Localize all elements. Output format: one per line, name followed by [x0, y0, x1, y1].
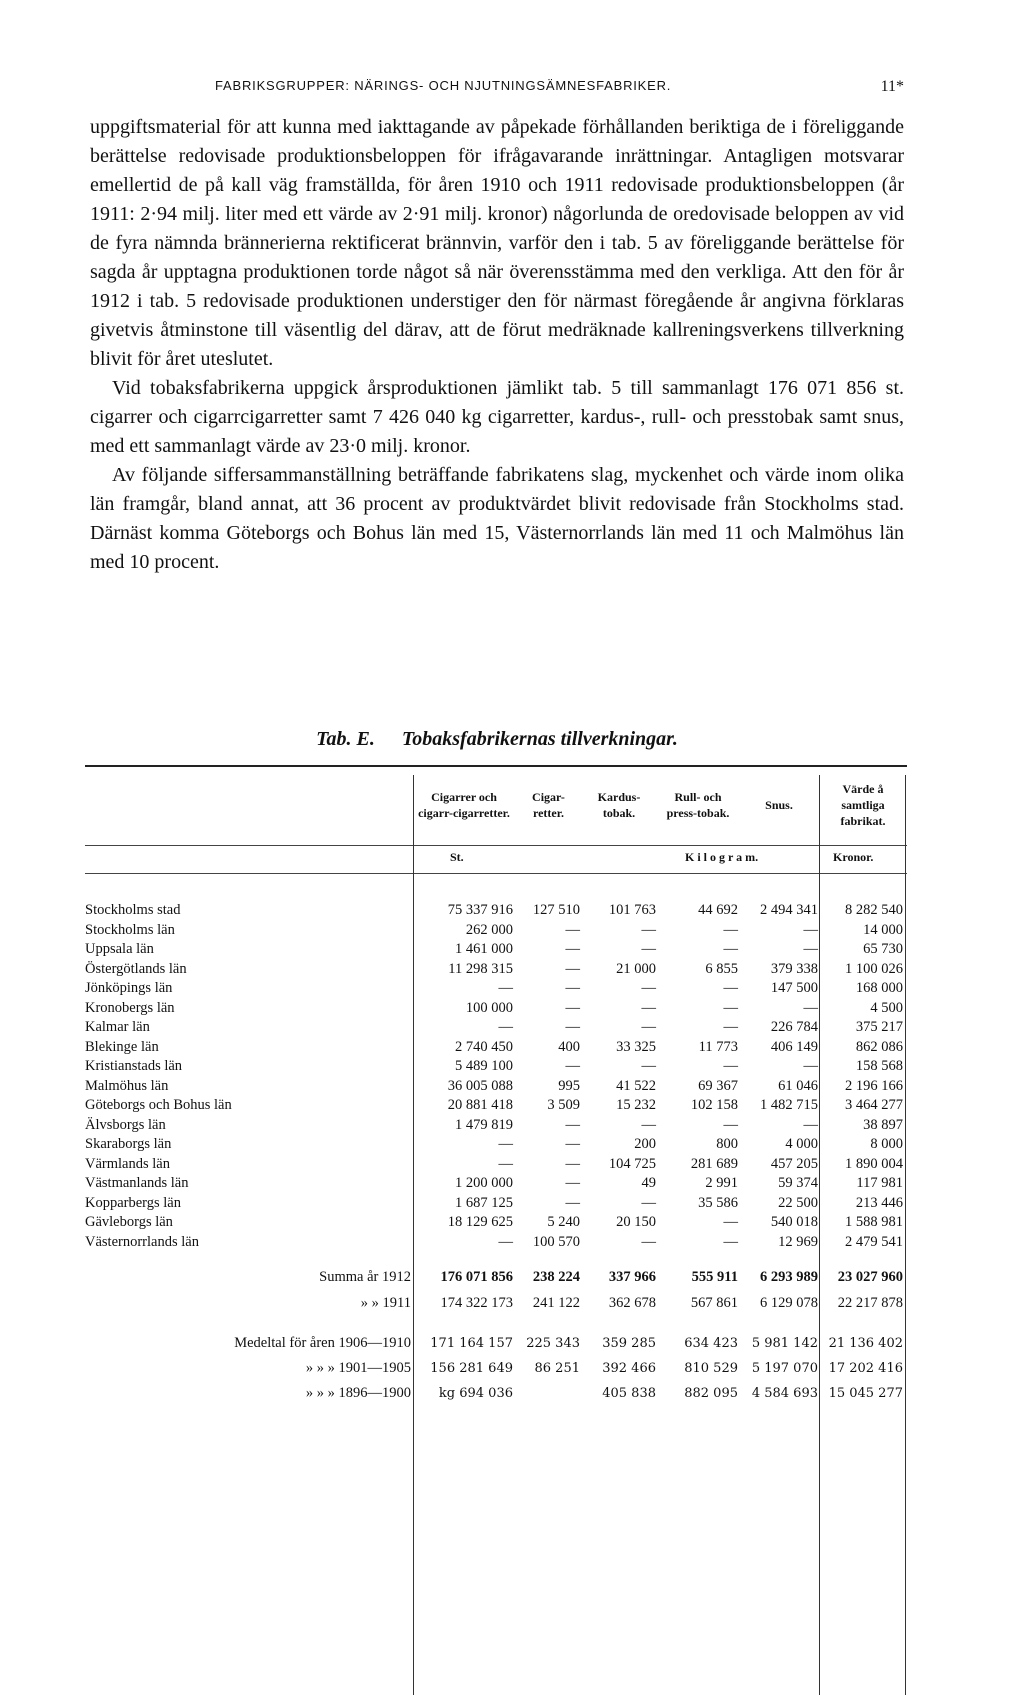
unit-rule-top	[85, 845, 907, 846]
table-cell: —	[498, 1233, 513, 1250]
table-cell: —	[565, 960, 580, 977]
table-cell: —	[641, 1194, 656, 1211]
table-cell: 457 205	[770, 1155, 818, 1172]
table-cell: —	[723, 1116, 738, 1133]
table-cell: 176 071 856	[440, 1269, 513, 1285]
row-name: Uppsala län	[85, 941, 157, 957]
table-caption	[90, 728, 904, 751]
col-header-cigarretter: Cigar-retter.	[532, 790, 565, 820]
table-cell: kg 694 036	[438, 1386, 513, 1401]
table-cell: 362 678	[608, 1295, 656, 1311]
table-cell: 995	[558, 1077, 580, 1094]
col-header-rulltobak: Rull- och press-tobak.	[666, 790, 730, 820]
table-cell: —	[641, 980, 656, 996]
table-cell: 1 479 819	[455, 1116, 513, 1133]
row-name: Östergötlands län	[85, 961, 190, 977]
table-cell: 213 446	[855, 1194, 903, 1211]
table-cell: —	[565, 980, 580, 996]
table-cell: 6 293 989	[760, 1269, 818, 1285]
row-label	[85, 1233, 410, 1252]
table-cell: 17 202 416	[828, 1361, 903, 1376]
table-cell: 168 000	[855, 980, 903, 996]
table-cell: 100 570	[532, 1233, 580, 1250]
table-cell: 35 586	[698, 1194, 738, 1211]
row-label	[85, 1018, 410, 1037]
table-cell: —	[498, 1155, 513, 1172]
table-cell: 156 281 649	[430, 1361, 513, 1376]
paragraph-3: Av följande siffersammanställning beträffande fabrikatens slag, myckenhet och värde inom olika län framgår, bland annat, att 36 procent av produktvärdet blivit redovisade från Stockholms stad. Därnäst komma Göteborgs och Bohus län med 15, Västernorrlands län med 11 och Malmöhus län med 10 procent.	[90, 464, 904, 573]
table-cell: 400	[558, 1038, 580, 1055]
row-label	[85, 921, 410, 940]
row-label	[85, 1135, 410, 1154]
table-cell: —	[803, 1116, 818, 1133]
table-cell: 5 197 070	[751, 1361, 818, 1376]
col-header-cigarrer: Cigarrer och cigarr-cigarretter.	[418, 790, 510, 820]
table-header	[85, 775, 907, 835]
row-label	[85, 1096, 410, 1115]
table-cell: 65 730	[863, 941, 903, 957]
table-cell: 33 325	[616, 1038, 656, 1055]
table-cell: 174 322 173	[440, 1295, 513, 1311]
table-cell: 225 343	[526, 1336, 580, 1351]
table-cell: 22 500	[778, 1194, 818, 1211]
table-cell: 1 100 026	[845, 960, 903, 977]
table-cell: 49	[641, 1175, 656, 1191]
table-cell: 2 196 166	[845, 1077, 903, 1094]
table-cell: 2 479 541	[845, 1233, 903, 1250]
table-cell: 1 890 004	[845, 1155, 903, 1172]
table-cell: 6 129 078	[760, 1295, 818, 1311]
row-name: Malmöhus län	[85, 1078, 171, 1094]
table-row	[85, 1359, 907, 1378]
paragraph-1: uppgiftsmaterial för att kunna med iakttagande av påpekade förhållanden beriktiga de i föreliggande berättelse redovisade produktionsbeloppen för ifrågavarande inrättningar. Antagligen motsvarar emellertid de på kall väg framställda, för åren 1910 och 1911 redovisade produktionsbeloppen (år 1911: 2·94 milj. liter med ett värde av 2·91 milj. kronor) någorlunda de oredovisade beloppen av vid de fyra nämnda brännerierna rektificerat brännvin, varför den i tab. 5 av föreliggande berättelse för sagda år upptagna produktionen torde något så när överensstämma med den verkliga. Att den för år 1912 i tab. 5 redovisade produktionen understiger den för närmast föregående år angivna förklaras givetvis åtminstone till väsentlig del därav, att de förut medräknade kallreningsverkens tillverkning blivit för året uteslutet.	[90, 116, 904, 370]
unit-rule-bottom	[85, 873, 907, 874]
table-cell: 61 046	[778, 1077, 818, 1094]
running-header	[90, 78, 910, 100]
row-name: Stockholms län	[85, 922, 178, 938]
table-cell: 555 911	[691, 1269, 738, 1285]
table-cell: 3 464 277	[845, 1097, 903, 1113]
table-row	[85, 1096, 907, 1115]
table-cell: —	[723, 921, 738, 938]
table-cell: 117 981	[856, 1175, 903, 1191]
table-row	[85, 1268, 907, 1287]
table-row	[85, 1077, 907, 1096]
table-cell: 75 337 916	[447, 902, 513, 918]
row-label	[85, 1213, 410, 1232]
table-cell: 3 509	[547, 1097, 580, 1113]
table-row	[85, 1155, 907, 1174]
row-name: Gävleborgs län	[85, 1214, 176, 1230]
table-cell: 4 500	[870, 999, 903, 1016]
row-name: Blekinge län	[85, 1039, 162, 1055]
table-number: Tab. E.	[316, 728, 375, 750]
row-label	[85, 1057, 410, 1076]
row-name: Kopparbergs län	[85, 1195, 184, 1211]
row-label	[85, 1174, 410, 1193]
table-row	[85, 979, 907, 998]
table-cell: —	[641, 921, 656, 938]
row-name: Västernorrlands län	[85, 1234, 202, 1250]
col-header-varde: Värde å samtliga fabrikat.	[840, 782, 886, 828]
table-cell: —	[565, 1116, 580, 1133]
table-cell: —	[803, 1058, 818, 1074]
table-cell: —	[565, 1175, 580, 1191]
table-cell: —	[803, 999, 818, 1016]
table-cell: 36 005 088	[447, 1077, 513, 1094]
table-cell: —	[723, 980, 738, 996]
table-row	[85, 1194, 907, 1213]
row-name: Skaraborgs län	[85, 1136, 174, 1152]
row-name: Värmlands län	[85, 1156, 173, 1172]
row-label	[85, 979, 410, 998]
row-label	[85, 940, 410, 959]
table-cell: —	[723, 1233, 738, 1250]
row-label: » » » 1896—1900	[305, 1385, 411, 1401]
table-cell: 1 461 000	[455, 941, 513, 957]
table-cell: 5 240	[547, 1214, 580, 1230]
table-cell: 15 232	[616, 1097, 656, 1113]
unit-kg: K i l o g r a m.	[685, 850, 759, 864]
table-row	[85, 999, 907, 1018]
table-cell: 405 838	[602, 1386, 656, 1401]
table-cell: 8 282 540	[845, 902, 903, 918]
table-cell: 2 494 341	[760, 902, 818, 918]
table-cell: 101 763	[608, 902, 656, 918]
table-cell: 20 881 418	[447, 1097, 513, 1113]
table-cell: 262 000	[465, 921, 513, 938]
table-cell: —	[565, 1019, 580, 1035]
row-name: Stockholms stad	[85, 902, 183, 918]
page-number: 11*	[880, 78, 904, 95]
table-cell: 281 689	[690, 1155, 738, 1172]
table-cell: —	[723, 999, 738, 1016]
table-cell: 8 000	[870, 1136, 903, 1152]
table-row	[85, 940, 907, 959]
table-cell: 22 217 878	[837, 1295, 903, 1311]
row-name: Kronobergs län	[85, 1000, 178, 1016]
unit-row	[85, 850, 907, 868]
table-cell: —	[498, 1019, 513, 1035]
table-cell: 540 018	[770, 1214, 818, 1230]
table-cell: 4 584 693	[751, 1386, 818, 1401]
table-row	[85, 960, 907, 979]
table-cell: 375 217	[855, 1019, 903, 1035]
table-cell: —	[723, 1019, 738, 1035]
table-cell: —	[565, 1194, 580, 1211]
table-cell: —	[565, 1136, 580, 1152]
row-label	[85, 1116, 410, 1135]
table-cell: 2 740 450	[455, 1038, 513, 1055]
table-cell: 1 588 981	[845, 1214, 903, 1230]
table-cell: —	[803, 941, 818, 957]
table-cell: 862 086	[855, 1038, 903, 1055]
table-cell: 634 423	[684, 1336, 738, 1351]
row-label	[85, 1194, 410, 1213]
table-cell: 379 338	[770, 960, 818, 977]
table-cell: —	[641, 1058, 656, 1074]
table-cell: 337 966	[608, 1269, 656, 1285]
table-cell: —	[723, 1214, 738, 1230]
table-cell: —	[565, 999, 580, 1016]
table-cell: 392 466	[602, 1361, 656, 1376]
table-cell: 1 200 000	[455, 1175, 513, 1191]
table-cell: 810 529	[684, 1361, 738, 1376]
table-cell: —	[565, 941, 580, 957]
table-row	[85, 1116, 907, 1135]
table-cell: —	[641, 941, 656, 957]
table-row	[85, 921, 907, 940]
table-cell: 11 773	[698, 1038, 738, 1055]
table-cell: —	[641, 1116, 656, 1133]
unit-st: St.	[450, 850, 464, 864]
table-cell: —	[565, 1155, 580, 1172]
table-cell: 38 897	[863, 1116, 903, 1133]
table-cell: —	[723, 941, 738, 957]
table-cell: 406 149	[770, 1038, 818, 1055]
col-header-kardustobak: Kardus-tobak.	[597, 790, 641, 820]
table-cell: 44 692	[698, 902, 738, 918]
body-text	[90, 113, 904, 577]
table-cell: 238 224	[532, 1269, 580, 1285]
table-row	[85, 901, 907, 920]
table-cell: 18 129 625	[447, 1214, 513, 1230]
table-cell: 20 150	[616, 1214, 656, 1230]
table-cell: —	[565, 1058, 580, 1074]
table-cell: 1 687 125	[455, 1194, 513, 1211]
table-cell: 104 725	[608, 1155, 656, 1172]
row-label	[85, 1155, 410, 1174]
table-cell: —	[641, 1019, 656, 1035]
table-cell: 11 298 315	[448, 960, 513, 977]
table-cell: 5 489 100	[455, 1058, 513, 1074]
table-top-rule	[85, 765, 907, 767]
table-cell: 241 122	[532, 1295, 580, 1311]
table-cell: —	[565, 921, 580, 938]
row-name: Jönköpings län	[85, 980, 175, 996]
paragraph-2: Vid tobaksfabrikerna uppgick årsproduktionen jämlikt tab. 5 till sammanlagt 176 071 856 st. cigarrer och cigarrcigarretter samt 7 426 040 kg cigarretter, kardus-, rull- och presstobak samt snus, med ett sammanlagt värde av 23·0 milj. kronor.	[90, 377, 904, 457]
table-cell: 359 285	[602, 1336, 656, 1351]
unit-kr: Kronor.	[833, 850, 874, 864]
table-cell: 86 251	[534, 1361, 580, 1376]
row-label: Medeltal för åren 1906—1910	[234, 1335, 411, 1351]
table-cell: 147 500	[770, 980, 818, 996]
row-name: Älvsborgs län	[85, 1117, 169, 1133]
table-row	[85, 1174, 907, 1193]
table-row	[85, 1294, 907, 1313]
table-row	[85, 1334, 907, 1353]
table-cell: —	[723, 1058, 738, 1074]
table-title: Tobaksfabrikernas tillverkningar.	[401, 728, 678, 750]
table-cell: —	[803, 921, 818, 938]
table-cell: 800	[716, 1136, 738, 1152]
row-name: Göteborgs och Bohus län	[85, 1097, 235, 1113]
row-label: Summa år 1912	[319, 1269, 411, 1285]
row-label	[85, 1077, 410, 1096]
row-label	[85, 960, 410, 979]
table-cell: 23 027 960	[837, 1269, 903, 1285]
table-cell: 127 510	[532, 902, 580, 918]
table-cell: 14 000	[863, 921, 903, 938]
table-cell: 100 000	[465, 999, 513, 1016]
table-cell: 21 136 402	[828, 1336, 903, 1351]
table-row	[85, 1384, 907, 1403]
table-row	[85, 1213, 907, 1232]
table-cell: 1 482 715	[760, 1097, 818, 1113]
row-label	[85, 1038, 410, 1057]
table-cell: 69 367	[698, 1077, 738, 1094]
table-cell: 12 969	[778, 1233, 818, 1250]
row-label	[85, 901, 410, 920]
table-cell: 5 981 142	[751, 1336, 818, 1351]
row-name: Västmanlands län	[85, 1175, 192, 1191]
table-cell: 41 522	[616, 1077, 656, 1094]
table-cell: 158 568	[855, 1058, 903, 1074]
table-cell: 21 000	[616, 960, 656, 977]
table-cell: 200	[634, 1136, 656, 1152]
row-label: » » » 1901—1905	[305, 1360, 411, 1376]
table-row	[85, 1038, 907, 1057]
table-cell: 226 784	[770, 1019, 818, 1035]
table-cell: 6 855	[705, 960, 738, 977]
table-cell: —	[498, 1136, 513, 1152]
table-cell: —	[498, 980, 513, 996]
table-cell: 171 164 157	[430, 1336, 513, 1351]
table-cell: 4 000	[785, 1136, 818, 1152]
table-cell: 59 374	[778, 1175, 818, 1191]
row-label: » » 1911	[360, 1295, 411, 1311]
col-header-snus: Snus.	[765, 798, 793, 812]
table-row	[85, 1018, 907, 1037]
row-label	[85, 999, 410, 1018]
table-cell: 2 991	[705, 1175, 738, 1191]
header-title: FABRIKSGRUPPER: NÄRINGS- OCH NJUTNINGSÄMNESFABRIKER.	[215, 78, 672, 93]
row-name: Kalmar län	[85, 1019, 153, 1035]
table-cell: 567 861	[690, 1295, 738, 1311]
table-cell: 882 095	[684, 1386, 738, 1401]
table-cell: —	[641, 999, 656, 1016]
row-name: Kristianstads län	[85, 1058, 185, 1074]
table-row	[85, 1135, 907, 1154]
table-row	[85, 1057, 907, 1076]
table-cell: 102 158	[690, 1097, 738, 1113]
table-row	[85, 1233, 907, 1252]
table-cell: 15 045 277	[828, 1386, 903, 1401]
table-cell: —	[641, 1233, 656, 1250]
